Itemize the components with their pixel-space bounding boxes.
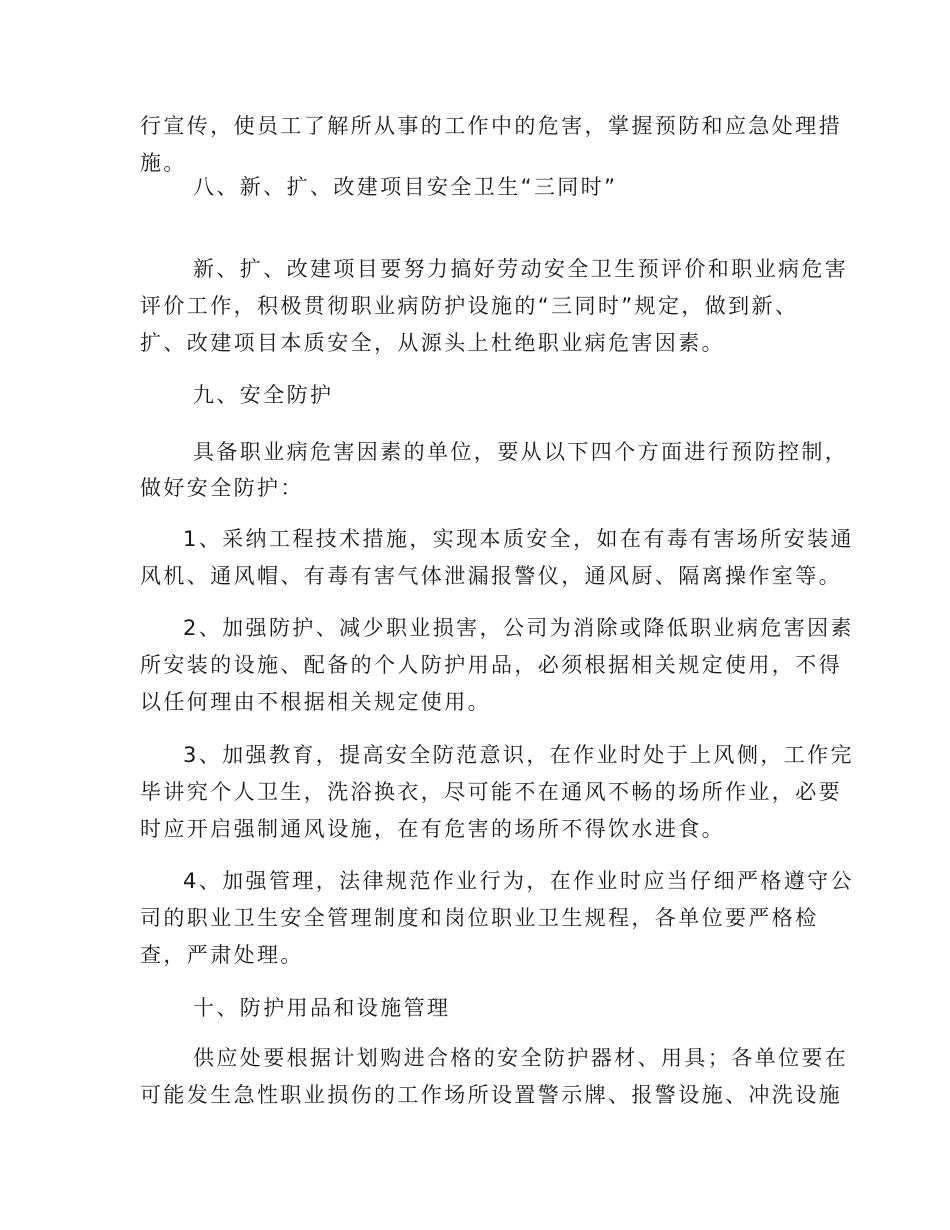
list-item-4-line-3: 查，严肃处理。 [140,943,304,967]
text-line-8: 具备职业病危害因素的单位，要从以下四个方面进行预防控制， [193,440,849,464]
text-line-22: 供应处要根据计划购进合格的安全防护器材、用具；各单位要在 [193,1046,849,1070]
text-line-6: 扩、改建项目本质安全，从源头上杜绝职业病危害因素。 [140,331,725,355]
text-line-5: 评价工作，积极贯彻职业病防护设施的“三同时”规定，做到新、 [140,294,799,318]
list-item-4-line-1: 4、加强管理，法律规范作业行为，在作业时应当仔细严格遵守公 [183,869,854,893]
text-line-23: 可能发生急性职业损伤的工作场所设置警示牌、报警设施、冲洗设施 [140,1083,842,1107]
section-heading-8: 八、新、扩、改建项目安全卫生“三同时” [193,175,618,199]
text-line-4: 新、扩、改建项目要努力搞好劳动安全卫生预评价和职业病危害 [193,257,849,281]
list-item-2-line-2: 所安装的设施、配备的个人防护用品，必须根据相关规定使用，不得 [140,653,842,677]
list-item-1-line-2: 风机、通风帽、有毒有害气体泄漏报警仪，通风厨、隔离操作室等。 [140,564,842,588]
list-item-3-line-3: 时应开启强制通风设施，在有危害的场所不得饮水进食。 [140,817,725,841]
list-item-3-line-1: 3、加强教育，提高安全防范意识，在作业时处于上风侧，工作完 [183,743,854,767]
list-item-4-line-2: 司的职业卫生安全管理制度和岗位职业卫生规程，各单位要严格检 [140,906,819,930]
text-line-2: 施。 [140,151,187,175]
section-heading-10: 十、防护用品和设施管理 [193,996,451,1020]
section-heading-9: 九、安全防护 [193,383,334,407]
text-line-9: 做好安全防护： [140,476,304,500]
list-item-2-line-3: 以任何理由不根据相关规定使用。 [140,690,491,714]
list-item-3-line-2: 毕讲究个人卫生，洗浴换衣，尽可能不在通风不畅的场所作业，必要 [140,780,842,804]
list-item-1-line-1: 1、采纳工程技术措施，实现本质安全，如在有毒有害场所安装通 [183,527,854,551]
list-item-2-line-1: 2、加强防护、减少职业损害，公司为消除或降低职业病危害因素 [183,616,854,640]
text-line-1: 行宣传，使员工了解所从事的工作中的危害，掌握预防和应急处理措 [140,114,842,138]
